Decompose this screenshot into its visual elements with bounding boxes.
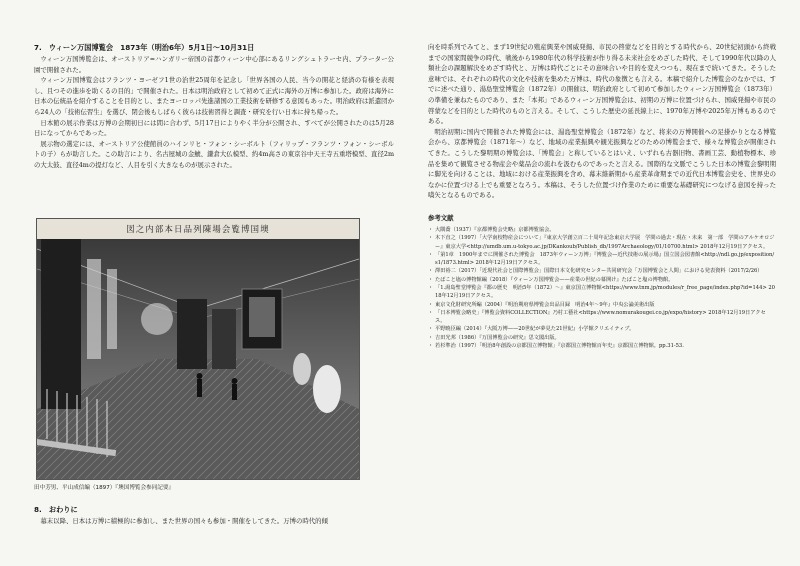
reference-item: ・ 東京文化財研究所編（2004）『明治期府県博覧会出品目録 明治4年〜9年』中央公論美術出版 (428, 301, 776, 309)
reference-item: ・ 「日本博覧会略史」『博覧会資料COLLECTION』乃村工藝社<https://www.nomurakougei.co.jp/expo/history> 2018年12月19日アクセス。 (428, 309, 776, 326)
reference-item: ・ 吉田光邦（1986）『万国博覧会の研究』思文閣出版。 (428, 334, 776, 342)
reference-item: ・ 平野暁臣編（2014）『大阪万博——20世紀が夢見た21世紀』小学館クリエイティブ。 (428, 325, 776, 333)
section-7-paragraph-1: ウィーン万国博覧会は、オーストリア=ハンガリー帝国の首都ウィーン中心部にあるリングシュトラーセ内、プラーター公園で開催された。 (34, 55, 394, 74)
conclusion-paragraph-2: 明治初期に国内で開催された博覧会には、湯島聖堂博覧会（1872年）など、将来の万博開催への足掛かりとなる博覧会から、京都博覧会（1871年〜）など、地域の産業振興や観光振興などのための博覧会まで、様々な博覧会が開催されてきた。こうした黎明期の博覧会は、「博覧会」と称しているとはいえ、いずれも古器旧物、書画工芸、動植物標本、珍品を集めて観覧させる物産会や薬品会の流れを汲むものであったと言える。国際的な文脈でこうした日本の博覧会黎明期に脚光を向けることは、地域における産業振興を含め、幕末維新期から産業革命期までの近代日本博覧会史を、世界史のなかに位置づける上でも重要となろう。本稿は、そうした位置づけ作業のために重要な基礎研究につなげる意図を持った嚆矢となるものである。 (428, 127, 776, 200)
conclusion-paragraph-1: 向を時系列でみてと、まず19世紀の殖産興業や国威発揚、市民の啓蒙などを目的とする時代から、20世紀初頭から終戦までの国家間競争の時代、戦後から1980年代の科学技術が作り得る未来社会をめざした時代、そして1990年代以降の人類社会の課題解決をめざす時代と、万博は時代ごとにその意味合いや目的を変えつつも、現在まで続いてきた。そうした意味では、それぞれの時代の文化や技術を集めた万博は、時代の象徴とも言える。本稿で紹介した博覧会のなかでは、すでに述べた通り、湯島聖堂博覧会（1872年）の開催は、明治政府として初めて参加したウィーン万国博覧会（1873年）の準備を兼ねたものであり、また「本邦」であるウィーン万国博覧会は、初期の万博に位置づけられ、国威発揚や市民の啓蒙などを目的とした時代のものと言える。そして、こうした歴史の延長線上に、1970年万博や2025年万博もあるのである。 (428, 43, 776, 126)
section-7-paragraph-2: ウィーン万国博覧会はフランツ・ヨーゼフ1世の治世25周年を記念し「世界各国の人民、当今の開花と経済の有様を表現し、且つその進歩を助くるの目的」で開催された。日本は明治政府として初めて正式に海外の万博に参加した。政府は海外に日本の伝統品を紹介することを目的とし、またヨーロッパ先進諸国の工業技術を研修する意図もあった。明治政府は派遣団から24人の「技術伝習生」を選び、閉会後もしばらく彼らは技術習得と調査・研究を行い日本に持ち帰った。 (34, 76, 394, 116)
section-8 (34, 504, 394, 527)
references-heading: 参考文献 (428, 213, 454, 222)
section-7-heading: 7. ウィーン万国博覧会 1873年（明治6年）5月1日〜10月31日 (34, 43, 255, 52)
right-column (428, 42, 776, 350)
section-7-paragraph-4: 展示物の選定には、オーストリア公使館員のハインリヒ・フォン・シーボルト（フィリップ・フランツ・フォン・シーボルトの子）らが助言した。この助言により、名古屋城の金鯱、鎌倉大仏模型、約4m高さの東京谷中天王寺五重塔模型、直径2mの大太鼓、直径4mの提灯など、人目を引く大きなものが展示された。 (34, 139, 394, 169)
section-7-paragraph-3: 日本館の展示作業は万博の会期初日には間に合わず、5月17日によりやく半分が公開され、すべてが公開されたのは5月28日になってからであった。 (34, 118, 394, 138)
reference-item: ・ 澤田裕二（2017）「近現代社会と国際博覧会」国際日本文化研究センター共同研究会「万国博覧会と人間」における発表資料（2017/2/26） (428, 267, 776, 275)
references-list (428, 226, 776, 350)
illustration-banner-title: 墺国博覧会場陳列品日本部内之図 (37, 219, 359, 240)
exhibition-illustration (36, 218, 360, 480)
reference-item: ・ 木下直之（1997）「大学南校物産会について」『東京大学創立百二十周年記念東京大学展 学問の過去・現在・未来 第一部 学問のアルケオロジー』東京大学<http://umdb.um.u-tokyo.ac.jp/DKankoub/Publish_db/1997Archaeology/01/10700.html> 2018年12月19日アクセス。 (428, 234, 776, 251)
figure-caption: 田中芳男、平山成信編（1897）『墺国博覧会参同記要』 (34, 485, 175, 491)
exhibition-hall-drawing (37, 239, 359, 479)
reference-item: ・ 大隅喬（1937）『京都博覧会史略』京都博覧協会。 (428, 226, 776, 234)
left-column (34, 42, 394, 171)
section-8-paragraph: 幕末以降、日本は万博に積極的に参加し、また世界の国々も参加・開催をしてきた。万博の時代的傾 (40, 517, 328, 525)
reference-item: ・ 「1.湯島聖堂博覧会『都の歴史 明治5年（1872）〜』東京国立博物館<https://www.tnm.jp/modules/r_free_page/index.php?id=144> 2018年12月19日アクセス。 (428, 284, 776, 301)
reference-item: ・ たばこと塩の博物館編（2018）『ウィーン万国博覧会——産業の世紀の幕開け』たばこと塩の博物館。 (428, 276, 776, 284)
reference-item: ・ 「第1章 1900年までに開催された博覧会 1873年ウィーン万博」『博覧会—近代技術の展示場』国立国会図書館<http://ndl.go.jp/exposition/s1/1873.html> 2018年12月19日アクセス。 (428, 251, 776, 268)
reference-item: ・ 若杉準治（1997）「明治8年創設の京都国立博物館」『京都国立博物館百年史』京都国立博物館。pp.31-53. (428, 342, 776, 350)
section-8-heading: 8. おわりに (34, 505, 78, 514)
